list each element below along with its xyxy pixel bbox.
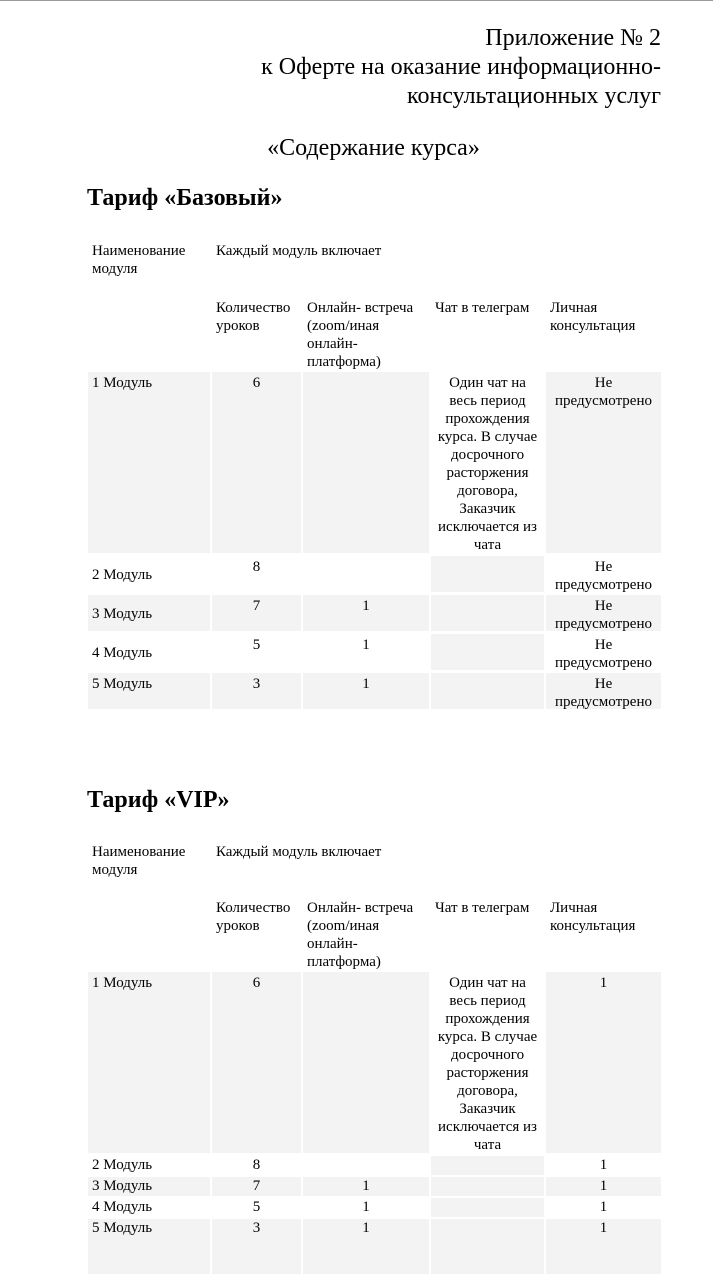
cell-module: 3 Модуль (88, 595, 210, 631)
sub-header-chat: Чат в телеграм (435, 900, 530, 916)
sub-header-chat: Чат в телеграм (435, 300, 530, 316)
cell-online (303, 972, 429, 1153)
cell-chat (431, 556, 544, 592)
cell-online: 1 (362, 1199, 370, 1215)
cell-chat (431, 1198, 544, 1217)
cell-module: 2 Модуль (92, 1157, 153, 1173)
cell-chat (431, 1219, 544, 1274)
sub-header-online: Онлайн- встреча (zoom/иная онлайн-платформа) (307, 900, 414, 969)
top-border (0, 0, 713, 1)
cell-online (303, 1156, 429, 1175)
sub-header-lessons: Количество уроков (216, 900, 291, 934)
cell-lessons: 5 (252, 1199, 261, 1215)
cell-lessons: 7 (212, 595, 301, 631)
cell-online: 1 (303, 1219, 429, 1274)
cell-chat (431, 1156, 544, 1175)
col-header-module-name: Наименование модуля (92, 243, 186, 277)
cell-lessons: 8 (252, 559, 261, 575)
cell-chat (431, 595, 544, 631)
cell-module: 5 Модуль (88, 673, 210, 709)
cell-online (303, 556, 429, 592)
cell-lessons: 6 (212, 372, 301, 553)
cell-module: 4 Модуль (92, 645, 153, 661)
cell-module: 2 Модуль (92, 567, 153, 583)
sub-header-online: Онлайн- встреча (zoom/иная онлайн-платформа) (307, 300, 414, 369)
cell-chat (431, 1177, 544, 1196)
sub-header-lessons: Количество уроков (216, 300, 291, 334)
cell-consult: Не предусмотрено (555, 637, 652, 670)
cell-consult: 1 (546, 1177, 661, 1196)
appendix-number: Приложение № 2 (485, 25, 661, 51)
cell-consult: Не предусмотрено (546, 595, 661, 631)
cell-module: 1 Модуль (88, 372, 210, 553)
cell-module: 5 Модуль (88, 1219, 210, 1274)
cell-online (303, 372, 429, 553)
col-header-group: Каждый модуль включает (216, 844, 382, 860)
cell-chat: Один чат на весь период прохождения курса. В случае досрочного расторжения договора, Заказчик исключается из чата (431, 972, 544, 1153)
cell-consult: Не предусмотрено (546, 673, 661, 709)
cell-online: 1 (362, 637, 370, 653)
cell-lessons: 3 (212, 1219, 301, 1274)
col-header-group: Каждый модуль включает (216, 243, 382, 259)
cell-lessons: 8 (252, 1157, 261, 1173)
cell-chat: Один чат на весь период прохождения курса. В случае досрочного расторжения договора, Заказчик исключается из чата (431, 372, 544, 553)
cell-module: 4 Модуль (92, 1199, 153, 1215)
cell-lessons: 6 (212, 972, 301, 1153)
appendix-subtitle-line2: консультационных услуг (407, 83, 661, 109)
tariff-basic-title: Тариф «Базовый» (87, 185, 283, 211)
cell-chat (431, 634, 544, 670)
cell-chat (431, 673, 544, 709)
col-header-module-name: Наименование модуля (92, 844, 186, 878)
cell-module: 1 Модуль (88, 972, 210, 1153)
cell-lessons: 3 (212, 673, 301, 709)
cell-lessons: 7 (212, 1177, 301, 1196)
tariff-vip-title: Тариф «VIP» (87, 787, 230, 813)
cell-online: 1 (303, 595, 429, 631)
cell-online: 1 (303, 1177, 429, 1196)
cell-consult: Не предусмотрено (546, 372, 661, 553)
cell-online: 1 (303, 673, 429, 709)
cell-consult: 1 (599, 1157, 608, 1173)
course-title: «Содержание курса» (267, 135, 480, 161)
cell-consult: 1 (599, 1199, 608, 1215)
sub-header-consult: Личная консультация (550, 900, 636, 934)
cell-lessons: 5 (252, 637, 261, 653)
cell-consult: Не предусмотрено (555, 559, 652, 592)
sub-header-consult: Личная консультация (550, 300, 636, 334)
appendix-subtitle-line1: к Оферте на оказание информационно- (261, 54, 661, 80)
cell-consult: 1 (546, 1219, 661, 1274)
cell-consult: 1 (546, 972, 661, 1153)
cell-module: 3 Модуль (88, 1177, 210, 1196)
